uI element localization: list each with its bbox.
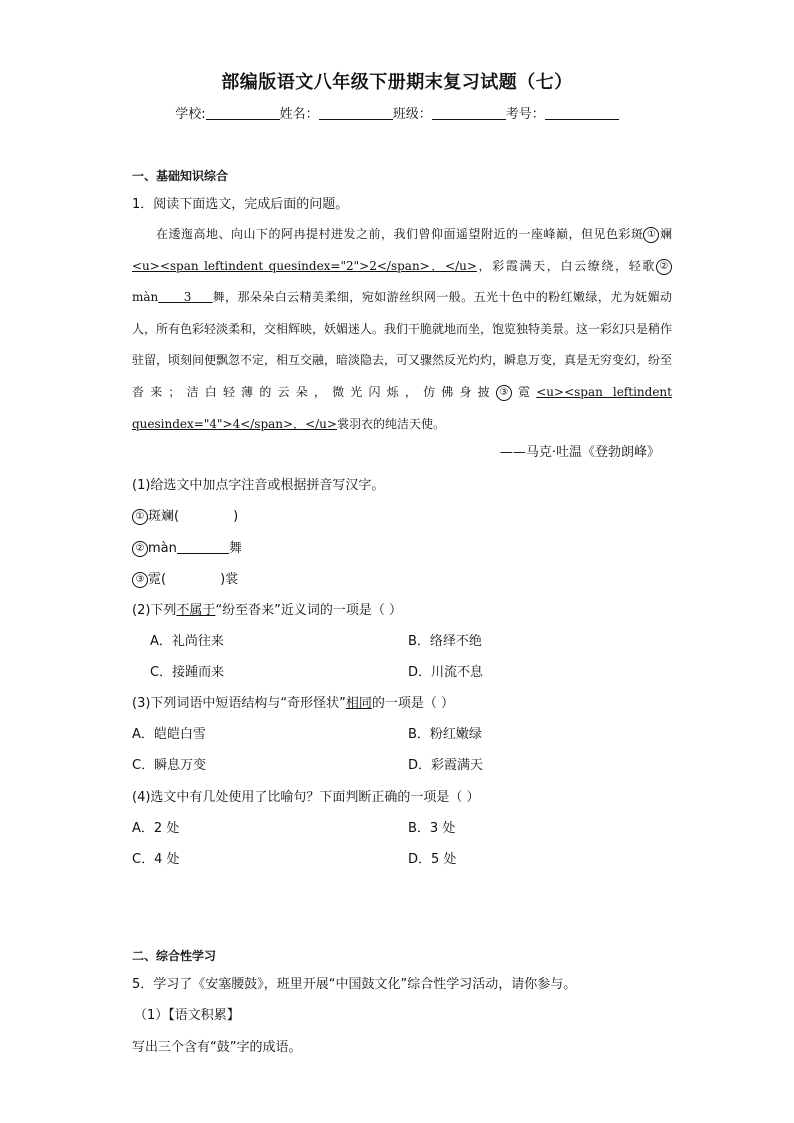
class-label: 班级：	[392, 107, 432, 122]
marker: ①	[132, 509, 148, 525]
stem-text: (3)下列词语中短语结构与“奇形怪状”	[132, 696, 346, 711]
passage-source: ——马克·吐温《登勃朗峰》	[499, 445, 660, 460]
item-pinyin: màn	[148, 541, 177, 556]
page-title: 部编版语文八年级下册期末复习试题（七）	[221, 72, 573, 93]
passage-text: 舞，那朵朵白云精美柔细，宛如游丝织网一般。五光十色中的粉红嫩绿，尤为妩媚动人，所有色彩轻淡柔和，交相辉映，妖媚迷人。我们干脆就地而坐，饱览独特美景。这一彩幻只是稍作驻留，顷刻间便飘忽不定，相互交融，暗淡隐去，可又骤然反光灼灼，瞬息万变，真是无穷变幻，纷至沓来；洁白轻薄的云朵，微光闪烁，仿佛身披	[132, 290, 673, 399]
subquestion-1-item-2	[132, 537, 242, 557]
marker: ②	[132, 541, 148, 557]
raw-markup-2: <u><span leftindent quesindex="4">4</span>．</u>	[132, 384, 672, 431]
passage-pinyin: màn	[132, 290, 159, 305]
subquestion-1-item-1	[132, 505, 238, 525]
passage-text: ，彩霞满天，白云缭绕，轻歌	[476, 258, 656, 273]
option-4D[interactable]: D．5 处	[408, 852, 457, 867]
name-blank[interactable]	[319, 107, 393, 120]
question-5-sub-1-text: 写出三个含有“鼓”字的成语。	[132, 1040, 302, 1055]
stem-text: (2)下列	[132, 603, 177, 618]
passage-text: 斓	[659, 227, 672, 241]
option-3D[interactable]: D．彩霞满天	[408, 758, 484, 773]
option-2B[interactable]: B．络绎不绝	[408, 634, 482, 649]
answer-blank-3[interactable]	[158, 290, 212, 304]
subquestion-1-stem: (1)给选文中加点字注音或根据拼音写汉字。	[132, 478, 385, 493]
question-5-sub-1-label: （1）【语文积累】	[134, 1008, 240, 1023]
item-text: 舞	[228, 541, 242, 556]
raw-markup-1: <u><span leftindent quesindex="2">2</span>．</u>	[132, 258, 477, 273]
school-label: 学校:	[175, 107, 206, 122]
question-1-stem: 1．阅读下面选文，完成后面的问题。	[132, 197, 349, 212]
option-2A[interactable]: A．礼尚往来	[150, 634, 224, 649]
class-blank[interactable]	[432, 107, 506, 120]
subquestion-4-stem: (4)选文中有几处使用了比喻句？下面判断正确的一项是（ ）	[132, 790, 480, 805]
option-3C[interactable]: C．瞬息万变	[132, 758, 207, 773]
section-heading-basics: 一、基础知识综合	[132, 169, 229, 183]
exam-no-blank[interactable]	[545, 107, 619, 120]
stem-text: “纷至沓来”近义词的一项是（ ）	[215, 603, 403, 618]
subquestion-1-item-3	[132, 568, 238, 588]
item-text: )裳	[220, 572, 239, 587]
option-2C[interactable]: C．接踵而来	[150, 665, 225, 680]
item-text: 斑斓(	[148, 509, 180, 524]
passage-text: 在逶迤高地、向山下的阿冉提村进发之前，我们曾仰面遥望附近的一座峰巅，但见色彩斑	[156, 227, 644, 241]
exam-no-label: 考号：	[505, 107, 545, 122]
name-label: 姓名：	[279, 107, 319, 122]
subquestion-3-stem	[132, 692, 454, 711]
stem-underlined: 相同	[345, 696, 372, 711]
passage-text: 裳羽衣的纯洁天使。	[336, 416, 445, 431]
stem-text: 的一项是（ ）	[371, 696, 455, 711]
question-5-stem: 5．学习了《安塞腰鼓》，班里开展“中国鼓文化”综合性学习活动，请你参与。	[132, 977, 577, 992]
stem-underlined: 不属于	[176, 603, 216, 618]
section-heading-comprehensive: 二、综合性学习	[132, 949, 217, 963]
answer-blank[interactable]	[177, 541, 229, 554]
option-3B[interactable]: B．粉红嫩绿	[408, 727, 482, 742]
item-text: 霓(	[148, 572, 167, 587]
option-3A[interactable]: A．皑皑白雪	[132, 727, 206, 742]
subquestion-2-stem	[132, 599, 402, 618]
blank-number: 3	[183, 290, 192, 305]
option-4B[interactable]: B．3 处	[408, 821, 456, 836]
student-info-line	[0, 103, 794, 122]
option-4A[interactable]: A．2 处	[132, 821, 180, 836]
item-text: )	[233, 509, 239, 524]
marker-3: ③	[496, 385, 512, 401]
option-2D[interactable]: D．川流不息	[408, 665, 484, 680]
marker-1: ①	[643, 227, 659, 243]
school-blank[interactable]	[206, 107, 280, 120]
marker-2: ②	[656, 259, 672, 275]
marker: ③	[132, 572, 148, 588]
reading-passage	[132, 219, 672, 440]
passage-text: 霓	[511, 384, 537, 399]
option-4C[interactable]: C．4 处	[132, 852, 180, 867]
